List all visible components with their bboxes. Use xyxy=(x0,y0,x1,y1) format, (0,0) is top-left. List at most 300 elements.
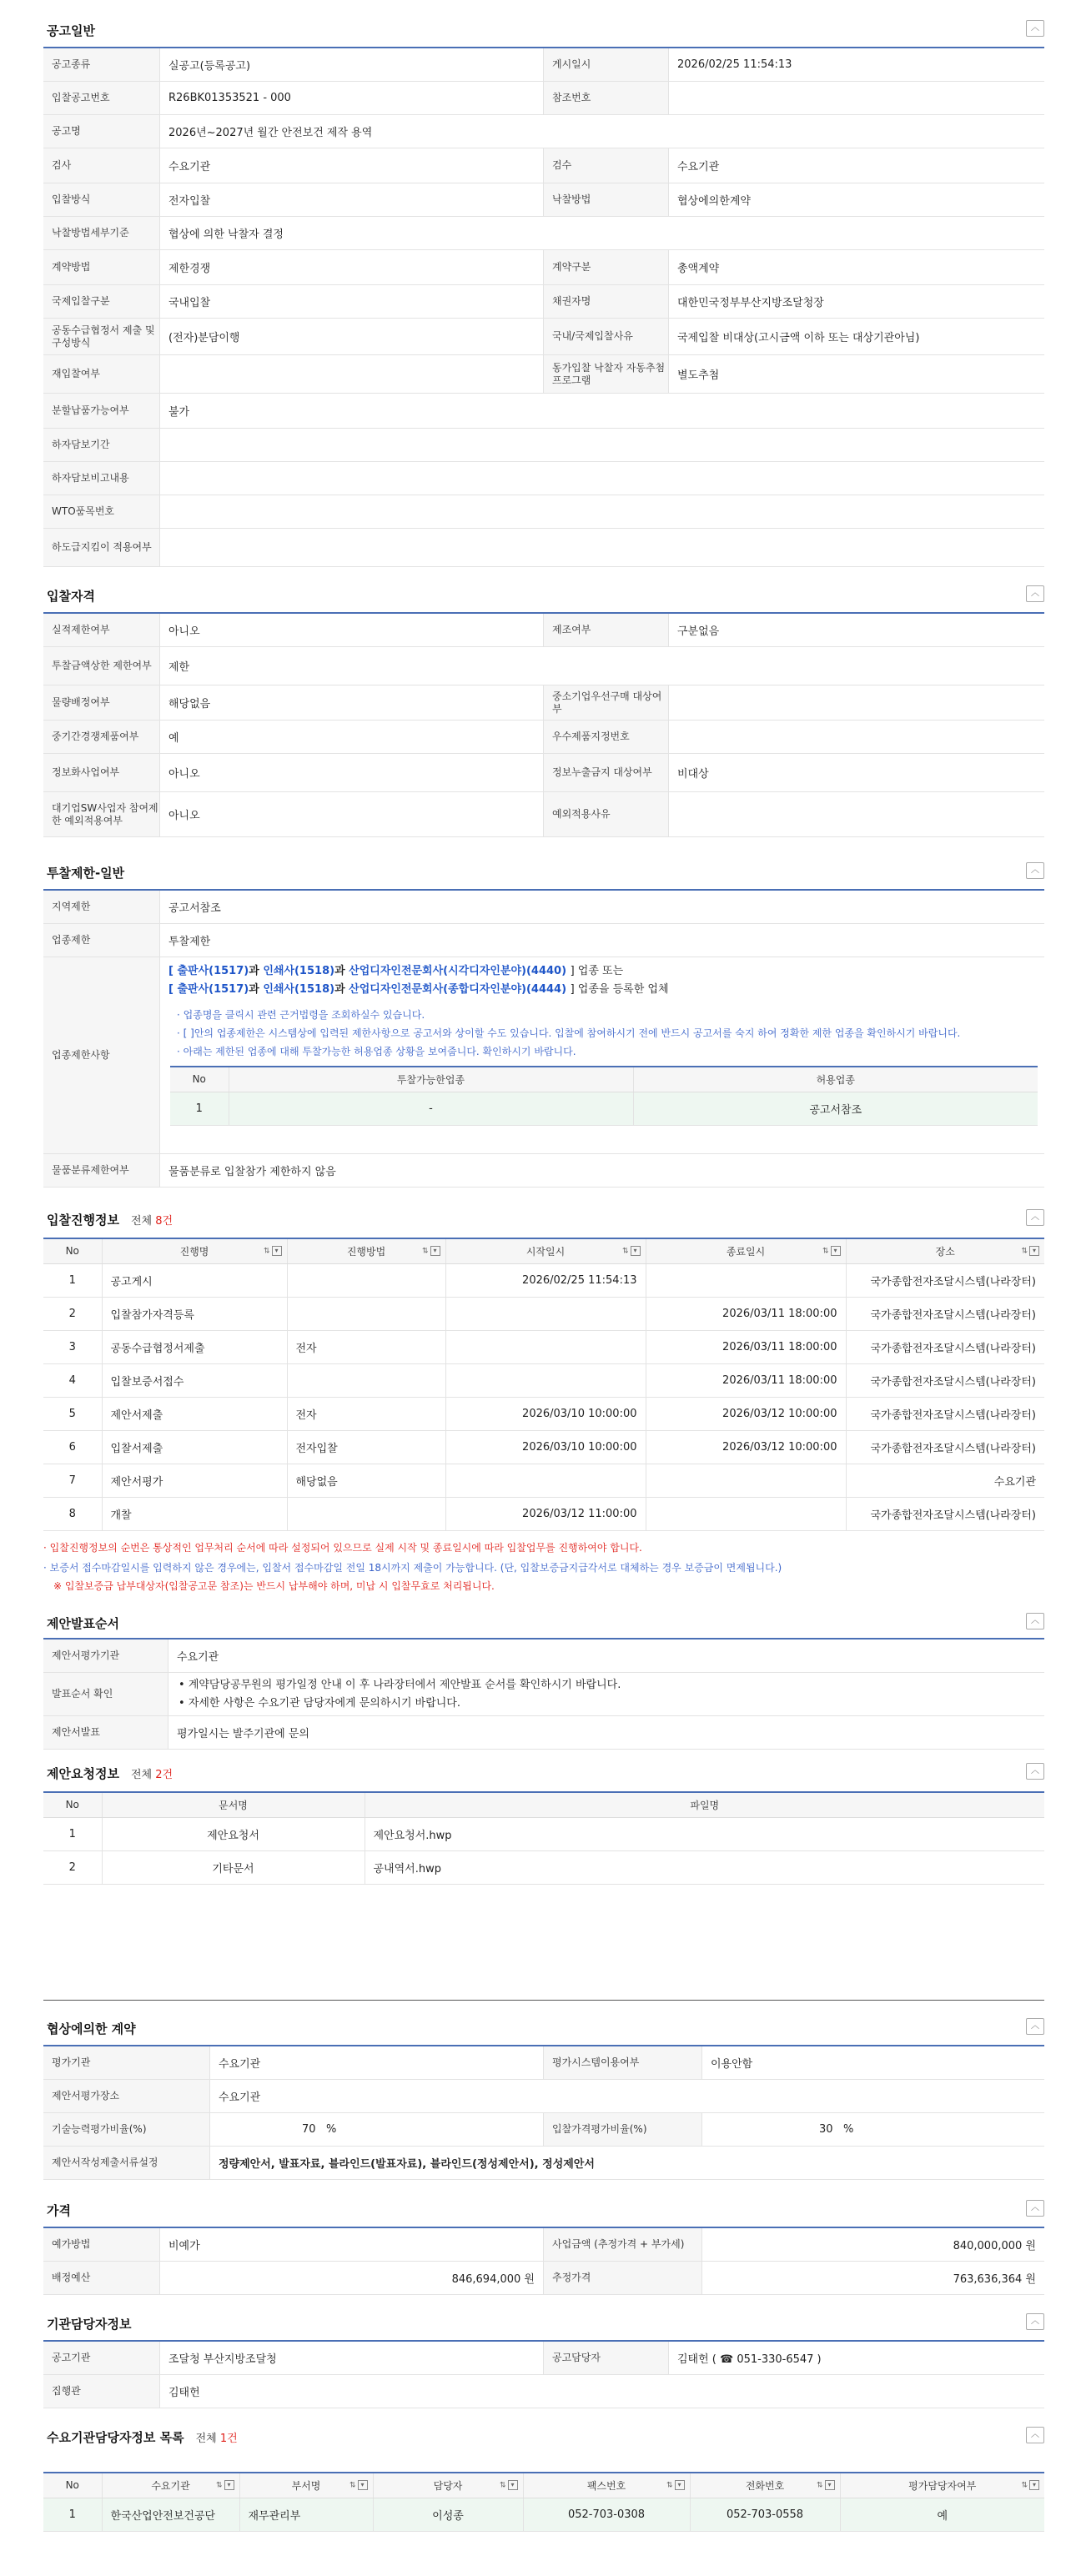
col-header[interactable] xyxy=(523,2473,690,2498)
info-row xyxy=(43,792,1044,837)
table-cell: 2 xyxy=(43,1297,102,1330)
col-header-text: 진행명 xyxy=(179,1245,209,1258)
section-header-demand-contacts xyxy=(43,2425,1044,2447)
col-header[interactable] xyxy=(846,1238,1044,1263)
table-cell: 국가종합전자조달시스템(나라장터) xyxy=(846,1297,1044,1330)
table-cell: 6 xyxy=(43,1430,102,1464)
row-price-2 xyxy=(43,2262,1044,2295)
value: 정량제안서, 발표자료, 블라인드(발표자료), 블라인드(정성제안서), 정성제안서 xyxy=(219,2158,595,2171)
section-title xyxy=(47,1765,173,1782)
row-goods xyxy=(43,1154,1044,1188)
warning-note: · 입찰진행정보의 순번은 통상적인 업무처리 순서에 따라 설정되어 있으므로 실제 시작 및 종료일시에 따라 입찰업무를 진행하여야 합니다. xyxy=(43,1542,642,1554)
sort-icon[interactable]: ⇅ ▾ xyxy=(666,2480,685,2490)
table-cell: 입찰참가자격등록 xyxy=(102,1297,287,1330)
table-cell: 전자 xyxy=(287,1397,445,1430)
table-cell: 전자입찰 xyxy=(287,1430,445,1464)
info-row xyxy=(43,529,1044,567)
label: 평가기관 xyxy=(43,2046,210,2079)
section-title: 가격 xyxy=(47,2203,71,2218)
table-cell: 수요기관 xyxy=(846,1464,1044,1497)
value: 국내입찰 xyxy=(160,285,544,318)
industry-link[interactable]: 인쇄사(1518) xyxy=(263,965,335,977)
table-cell: 2026/03/10 10:00:00 xyxy=(445,1430,646,1464)
section-header-price xyxy=(43,2198,1044,2220)
table-cell: 제안서제출 xyxy=(102,1397,287,1430)
industry-link[interactable]: 인쇄사(1518) xyxy=(263,983,335,996)
table-cell: 1 xyxy=(43,1817,102,1850)
row-industry-detail xyxy=(43,957,1044,1154)
row-eval xyxy=(43,2046,1044,2080)
collapse-toggle-icon[interactable]: ︿ xyxy=(1026,20,1044,37)
cell: - xyxy=(229,1092,633,1125)
info-note: · 보증서 접수마감일시를 입력하지 않은 경우에는, 입찰서 접수마감일 전일 18시까지 제출이 가능합니다. (단, 입찰보증금지급각서로 대체하는 경우 보증금이 면제됩니다.) xyxy=(43,1562,782,1574)
label: 예외적용사유 xyxy=(544,792,669,836)
note: · [ ]안의 업종제한은 시스템상에 입력된 제한사항으로 공고서와 상이할 수도 있습니다. 입찰에 참여하시기 전에 반드시 공고서를 숙지 하여 정확한 제한 업종을 확인하시기 바랍니다. xyxy=(177,1027,961,1039)
table-cell: 입찰보증서접수 xyxy=(102,1363,287,1397)
section-title: 협상에의한 계약 xyxy=(47,2021,136,2036)
label: 공고명 xyxy=(43,115,160,148)
sort-icon[interactable]: ⇅ ▾ xyxy=(500,2480,518,2490)
table-cell: 5 xyxy=(43,1397,102,1430)
row-industry xyxy=(43,924,1044,957)
table-cell xyxy=(646,1497,846,1530)
table-cell: 이성종 xyxy=(373,2498,523,2531)
value xyxy=(669,721,1044,753)
table-cell: 개찰 xyxy=(102,1497,287,1530)
table-row xyxy=(43,2498,1044,2531)
info-row xyxy=(43,115,1044,148)
col-header-text: 부서명 xyxy=(291,2479,321,2492)
value xyxy=(702,2113,1044,2146)
table-cell: 1 xyxy=(43,1263,102,1297)
title-text: 제안요청정보 xyxy=(47,1766,119,1781)
info-row xyxy=(43,355,1044,394)
col-header[interactable] xyxy=(102,2473,239,2498)
label: 검수 xyxy=(544,148,669,183)
value: 협상에의한계약 xyxy=(677,195,751,208)
progress-table xyxy=(43,1238,1044,1531)
note-text: 아래는 제한된 업종에 대해 투찰가능한 허용업종 상황을 보여줍니다. 확인하시기 바랍니다. xyxy=(183,1046,576,1057)
section-header-qualification xyxy=(43,584,1044,605)
sort-icon[interactable]: ⇅ ▾ xyxy=(264,1246,282,1256)
label: 하자담보기간 xyxy=(43,429,160,461)
label: 지역제한 xyxy=(43,891,160,923)
value xyxy=(669,82,1044,114)
bullet-line: • 자세한 사항은 수요기관 담당자에게 문의하시기 바랍니다. xyxy=(178,1697,460,1710)
value: 불가 xyxy=(168,406,190,419)
col-header[interactable] xyxy=(102,1238,287,1263)
col-header-text: No xyxy=(65,1799,79,1811)
label: 입찰방식 xyxy=(43,183,160,216)
info-row xyxy=(43,495,1044,529)
label: 추정가격 xyxy=(544,2262,702,2294)
table-cell xyxy=(287,1363,445,1397)
value: 대한민국정부부산지방조달청장 xyxy=(677,297,824,309)
value: (전자)분담이행 xyxy=(160,319,544,354)
value: 763,636,364 원 xyxy=(953,2273,1036,2286)
label: 공고담당자 xyxy=(544,2342,669,2374)
table-cell: 국가종합전자조달시스템(나라장터) xyxy=(846,1497,1044,1530)
value: 제한경쟁 xyxy=(160,250,544,284)
col-header-text: 팩스번호 xyxy=(586,2479,626,2492)
label: 동가입찰 낙찰자 자동추첨프로그램 xyxy=(544,355,669,393)
label: 집행관 xyxy=(43,2375,160,2408)
section-header-rfp xyxy=(43,1761,1044,1783)
warning-note: ※ 입찰보증금 납부대상자(입찰공고문 참조)는 반드시 납부해야 하며, 미납 시 입찰무효로 처리됩니다. xyxy=(53,1580,495,1592)
col-header-text: 시작일시 xyxy=(525,1245,566,1258)
col-header-text: 종료일시 xyxy=(726,1245,766,1258)
value: 평가일시는 발주기관에 문의 xyxy=(177,1728,309,1740)
value: 비대상 xyxy=(677,768,709,781)
table-cell: 제안서평가 xyxy=(102,1464,287,1497)
value xyxy=(160,462,1044,495)
value: 수요기관 xyxy=(210,2046,544,2079)
label: 공동수급협정서 제출 및 구성방식 xyxy=(43,319,160,354)
value xyxy=(160,429,1044,461)
label: 물품분류제한여부 xyxy=(43,1154,160,1187)
table-cell: 한국산업안전보건공단 xyxy=(102,2498,239,2531)
table-cell: 국가종합전자조달시스템(나라장터) xyxy=(846,1430,1044,1464)
ratio-value: 70 xyxy=(302,2123,316,2136)
sort-icon[interactable]: ⇅ ▾ xyxy=(349,2480,368,2490)
label: 실적제한여부 xyxy=(43,614,160,646)
allowed-industry-table xyxy=(170,1066,1038,1126)
value: 전자입찰 xyxy=(160,183,544,216)
table-cell: 8 xyxy=(43,1497,102,1530)
label: 업종제한사항 xyxy=(43,957,160,1153)
table-row xyxy=(43,1363,1044,1397)
value: 수요기관 xyxy=(177,1651,219,1664)
note: · 업종명을 클릭시 관련 근거법령을 조회하실수 있습니다. xyxy=(177,1009,425,1021)
label: 제안서발표 xyxy=(43,1716,168,1749)
table-cell: 2026/03/12 10:00:00 xyxy=(646,1397,846,1430)
row-eval-org xyxy=(43,1640,1044,1673)
label: 입찰공고번호 xyxy=(43,82,160,114)
conj: 과 xyxy=(249,983,259,996)
title-text: 수요기관담당자정보 목록 xyxy=(47,2430,184,2445)
collapse-toggle-icon[interactable]: ︿ xyxy=(1026,1209,1044,1226)
col-header-text: 전화번호 xyxy=(745,2479,785,2492)
col-header-text: 진행방법 xyxy=(346,1245,386,1258)
industry-link[interactable]: [ 출판사(1517) xyxy=(168,965,249,977)
table-cell: 공고게시 xyxy=(102,1263,287,1297)
table-cell xyxy=(445,1330,646,1363)
label: 물량배정여부 xyxy=(43,685,160,720)
table-cell: 공동수급협정서제출 xyxy=(102,1330,287,1363)
table-cell: 해당없음 xyxy=(287,1464,445,1497)
value: 2026/02/25 11:54:13 xyxy=(677,58,792,71)
row-region xyxy=(43,891,1044,924)
table-cell: 국가종합전자조달시스템(나라장터) xyxy=(846,1330,1044,1363)
count xyxy=(196,2433,238,2445)
label: 계약방법 xyxy=(43,250,160,284)
table-row xyxy=(43,1430,1044,1464)
label: 재입찰여부 xyxy=(43,355,160,393)
label: WTO품목번호 xyxy=(43,495,160,528)
value: R26BK01353521 - 000 xyxy=(160,82,544,114)
table-cell: 2026/03/12 11:00:00 xyxy=(445,1497,646,1530)
col-header: 허용업종 xyxy=(633,1067,1038,1092)
count xyxy=(131,1769,173,1781)
value: 해당없음 xyxy=(160,685,544,720)
count-prefix: 전체 xyxy=(130,1769,156,1781)
section-header-contact xyxy=(43,2312,1044,2333)
col-header[interactable] xyxy=(365,1792,1044,1817)
table-row xyxy=(43,1817,1044,1850)
info-row xyxy=(43,183,1044,217)
table-cell: 052-703-0558 xyxy=(690,2498,840,2531)
note: · 아래는 제한된 업종에 대해 투찰가능한 허용업종 상황을 보여줍니다. 확인하시기 바랍니다. xyxy=(177,1046,576,1057)
table-cell: 2026/03/11 18:00:00 xyxy=(646,1330,846,1363)
row-eval-place xyxy=(43,2080,1044,2113)
label: 낙찰방법세부기준 xyxy=(43,217,160,249)
info-row xyxy=(43,685,1044,721)
label: 채권자명 xyxy=(544,285,669,318)
info-row xyxy=(43,394,1044,429)
table-cell: 기타문서 xyxy=(102,1850,365,1884)
row-contact-2 xyxy=(43,2375,1044,2408)
label: 정보누출금지 대상여부 xyxy=(544,754,669,791)
value: 아니오 xyxy=(160,792,544,836)
value: 제한 xyxy=(168,661,190,674)
industry-line-2 xyxy=(168,981,669,999)
col-header-text: 담당자 xyxy=(433,2479,463,2492)
section-header-general xyxy=(43,18,1044,40)
table-cell xyxy=(445,1363,646,1397)
title-text: 입찰진행정보 xyxy=(47,1213,119,1228)
text: 자세한 사항은 수요기관 담당자에게 문의하시기 바랍니다. xyxy=(188,1697,460,1710)
value xyxy=(168,1673,1044,1715)
label: 기술능력평가비율(%) xyxy=(43,2113,210,2146)
col-header-text: 파일명 xyxy=(690,1799,720,1811)
col-header[interactable] xyxy=(445,1238,646,1263)
col-header[interactable] xyxy=(646,1238,846,1263)
col-header-text: No xyxy=(65,2479,79,2492)
conj: 과 xyxy=(334,983,345,996)
label: 중소기업우선구매 대상여부 xyxy=(544,685,669,720)
value: 수요기관 xyxy=(219,2091,261,2104)
table-cell xyxy=(646,1263,846,1297)
value: 실공고(등록공고) xyxy=(160,48,544,81)
row-contact-1 xyxy=(43,2342,1044,2375)
col-header[interactable] xyxy=(43,2473,102,2498)
value: 김태헌 xyxy=(168,2387,200,2399)
conj: 과 xyxy=(249,965,259,977)
col-header[interactable] xyxy=(43,1238,102,1263)
table-cell[interactable]: 공내역서.hwp xyxy=(365,1850,1044,1884)
section-title: 입찰자격 xyxy=(47,589,95,604)
table-row xyxy=(170,1092,1038,1125)
table-cell: 2026/03/12 10:00:00 xyxy=(646,1430,846,1464)
table-cell: 2026/03/10 10:00:00 xyxy=(445,1397,646,1430)
col-header-text: No xyxy=(65,1245,79,1258)
label: 제조여부 xyxy=(544,614,669,646)
collapse-toggle-icon[interactable]: ︿ xyxy=(1026,2427,1044,2443)
label: 공고종류 xyxy=(43,48,160,81)
table-row xyxy=(43,1330,1044,1363)
collapse-toggle-icon[interactable]: ︿ xyxy=(1026,2018,1044,2035)
value: 840,000,000 원 xyxy=(953,2240,1036,2252)
info-row xyxy=(43,721,1044,754)
rfp-table xyxy=(43,1791,1044,1885)
sort-icon[interactable]: ⇅ ▾ xyxy=(1021,2480,1039,2490)
label: 우수제품지정번호 xyxy=(544,721,669,753)
label: 참조번호 xyxy=(544,82,669,114)
table-row xyxy=(43,1263,1044,1297)
label: 검사 xyxy=(43,148,160,183)
col-header[interactable] xyxy=(102,1792,365,1817)
label: 하도급지킴이 적용여부 xyxy=(43,529,160,566)
sort-icon[interactable]: ⇅ ▾ xyxy=(422,1246,440,1256)
label: 투찰금액상한 제한여부 xyxy=(43,647,160,685)
table-cell: 예 xyxy=(840,2498,1044,2531)
value: 총액계약 xyxy=(677,263,720,275)
table-cell xyxy=(445,1464,646,1497)
industry-link[interactable]: 산업디자인전문회사(종합디자인분야)(4444) xyxy=(349,983,567,996)
table-cell xyxy=(287,1297,445,1330)
col-header[interactable] xyxy=(239,2473,373,2498)
industry-link[interactable]: 산업디자인전문회사(시각디자인분야)(4440) xyxy=(349,965,567,977)
collapse-toggle-icon[interactable]: ︿ xyxy=(1026,2200,1044,2217)
value xyxy=(160,355,544,393)
value xyxy=(160,495,1044,528)
collapse-toggle-icon[interactable]: ︿ xyxy=(1026,1763,1044,1780)
table-cell: 2026/03/11 18:00:00 xyxy=(646,1363,846,1397)
value: 예 xyxy=(160,721,544,753)
collapse-toggle-icon[interactable]: ︿ xyxy=(1026,1613,1044,1629)
count-value: 2건 xyxy=(155,1769,173,1781)
info-row xyxy=(43,754,1044,792)
section-header-progress xyxy=(43,1208,1044,1229)
table-cell: 2026/02/25 11:54:13 xyxy=(445,1263,646,1297)
value: 2026년~2027년 월간 안전보건 제작 용역 xyxy=(168,127,373,139)
sort-icon[interactable]: ⇅ ▾ xyxy=(822,1246,841,1256)
info-row xyxy=(43,319,1044,355)
value: 협상에 의한 낙찰자 결정 xyxy=(168,228,284,241)
table-cell: 전자 xyxy=(287,1330,445,1363)
label: 낙찰방법 xyxy=(544,183,669,216)
section-header-negotiation xyxy=(43,2016,1044,2038)
cell: 1 xyxy=(170,1092,229,1125)
table-cell[interactable]: 제안요청서.hwp xyxy=(365,1817,1044,1850)
section-title: 공고일반 xyxy=(47,23,95,38)
section-title: 제안발표순서 xyxy=(47,1616,119,1631)
col-header-text: 문서명 xyxy=(219,1799,248,1811)
conj: ] 업종을 등록한 업체 xyxy=(570,983,669,996)
col-header[interactable] xyxy=(840,2473,1044,2498)
info-row xyxy=(43,148,1044,183)
unit: % xyxy=(842,2123,854,2136)
label: 정보화사업여부 xyxy=(43,754,160,791)
table-row xyxy=(43,1464,1044,1497)
col-header[interactable] xyxy=(690,2473,840,2498)
table-row xyxy=(43,1297,1044,1330)
label: 국제입찰구분 xyxy=(43,285,160,318)
label: 중기간경쟁제품여부 xyxy=(43,721,160,753)
section-title: 투찰제한-일반 xyxy=(47,866,125,881)
sort-icon[interactable]: ⇅ ▾ xyxy=(622,1246,641,1256)
label: 분할납품가능여부 xyxy=(43,394,160,428)
label: 하자담보비고내용 xyxy=(43,462,160,495)
table-cell: 3 xyxy=(43,1330,102,1363)
count-prefix: 전체 xyxy=(195,2433,220,2445)
value: 별도추첨 xyxy=(677,369,720,382)
table-cell: 2 xyxy=(43,1850,102,1884)
table-cell: 2026/03/11 18:00:00 xyxy=(646,1297,846,1330)
table-cell: 국가종합전자조달시스템(나라장터) xyxy=(846,1263,1044,1297)
table-row xyxy=(43,1497,1044,1530)
table-cell: 제안요청서 xyxy=(102,1817,365,1850)
col-header: 투찰가능한업종 xyxy=(229,1067,633,1092)
table-row xyxy=(43,1850,1044,1884)
count-value: 8건 xyxy=(155,1215,173,1228)
label: 제안서작성제출서류설정 xyxy=(43,2147,210,2179)
row-presentation xyxy=(43,1716,1044,1750)
table-cell xyxy=(646,1464,846,1497)
note-text: 업종명을 클릭시 관련 근거법령을 조회하실수 있습니다. xyxy=(183,1009,425,1021)
col-header[interactable] xyxy=(287,1238,445,1263)
value xyxy=(210,2113,544,2146)
label: 대기업SW사업자 참여제한 예외적용여부 xyxy=(43,792,160,836)
note-text: [ ]안의 업종제한은 시스템상에 입력된 제한사항으로 공고서와 상이할 수도 있습니다. 입찰에 참여하시기 전에 반드시 공고서를 숙지 하여 정확한 제한 업종을 확인하시기 바랍니다. xyxy=(183,1027,961,1039)
value: 구분없음 xyxy=(677,625,720,638)
label: 예가방법 xyxy=(43,2228,160,2261)
col-header-text: 수요기관 xyxy=(151,2479,190,2492)
table-cell: 4 xyxy=(43,1363,102,1397)
table-cell: 7 xyxy=(43,1464,102,1497)
sort-icon[interactable]: ⇅ ▾ xyxy=(817,2480,835,2490)
table-row xyxy=(43,1397,1044,1430)
count-value: 1건 xyxy=(219,2433,238,2445)
value: 투찰제한 xyxy=(168,936,211,948)
value: 이용안함 xyxy=(711,2058,753,2071)
table-cell: 입찰서제출 xyxy=(102,1430,287,1464)
count xyxy=(131,1215,173,1228)
industry-detail-cell xyxy=(160,957,1044,1153)
info-row xyxy=(43,614,1044,647)
label: 사업금액 (추정가격 + 부가세) xyxy=(544,2228,702,2261)
collapse-toggle-icon[interactable]: ︿ xyxy=(1026,585,1044,602)
info-row xyxy=(43,217,1044,250)
collapse-toggle-icon[interactable]: ︿ xyxy=(1026,2313,1044,2330)
info-row xyxy=(43,429,1044,462)
value: 아니오 xyxy=(160,754,544,791)
row-order-check xyxy=(43,1673,1044,1716)
value: 공고서참조 xyxy=(168,902,221,915)
collapse-toggle-icon[interactable]: ︿ xyxy=(1026,862,1044,879)
value: 846,694,000 원 xyxy=(160,2262,544,2294)
label: 입찰가격평가비율(%) xyxy=(544,2113,702,2146)
value xyxy=(669,685,1044,720)
value: 조달청 부산지방조달청 xyxy=(160,2342,544,2374)
conj: 과 xyxy=(334,965,345,977)
sort-icon[interactable]: ⇅ ▾ xyxy=(1021,1246,1039,1256)
row-docs xyxy=(43,2147,1044,2180)
industry-link[interactable]: [ 출판사(1517) xyxy=(168,983,249,996)
info-row xyxy=(43,285,1044,319)
col-header[interactable] xyxy=(43,1792,102,1817)
notes xyxy=(177,1006,960,1061)
conj: ] 업종 또는 xyxy=(570,965,624,977)
sort-icon[interactable]: ⇅ ▾ xyxy=(216,2480,234,2490)
row-ratio xyxy=(43,2113,1044,2147)
cell: 공고서참조 xyxy=(633,1092,1038,1125)
value xyxy=(160,529,1044,566)
info-row xyxy=(43,48,1044,82)
col-header[interactable] xyxy=(373,2473,523,2498)
text: 계약담당공무원의 평가일정 안내 이 후 나라장터에서 제안발표 순서를 확인하시기 바랍니다. xyxy=(188,1679,621,1691)
section-header-restriction xyxy=(43,861,1044,882)
